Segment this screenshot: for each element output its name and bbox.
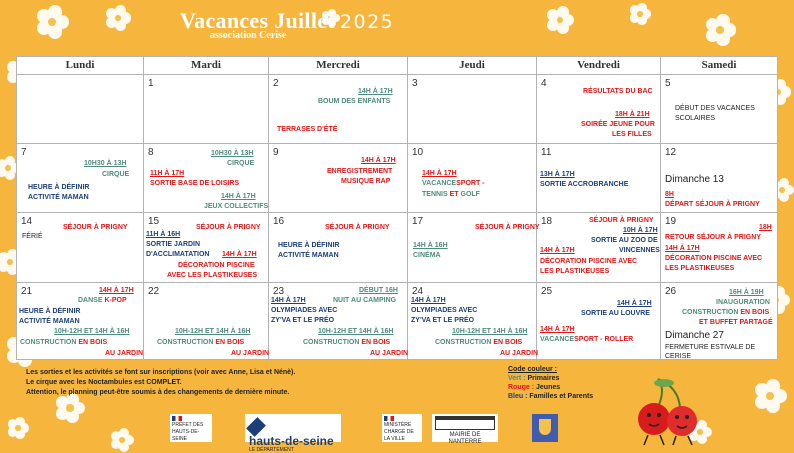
event-time: DÉBUT 16H [359, 287, 398, 294]
event-time: 10H-12H ET 14H À 16H [318, 328, 394, 335]
event-title: NUIT AU CAMPING [333, 297, 397, 304]
day-cell-26 [661, 283, 777, 361]
ministere-logo: MINISTÈRE CHARGÉ DE LA VILLE [382, 414, 422, 442]
event-title: FERMETURE ESTIVALE DE [665, 344, 756, 351]
day-number: 22 [148, 286, 160, 297]
day-number: 11 [541, 147, 552, 158]
event-title: CERISE [665, 353, 692, 360]
day-number: 2 [273, 78, 279, 89]
day-cell-22 [144, 283, 269, 361]
header-vendredi: Vendredi [537, 57, 661, 75]
event-title: MUSIQUE RAP [341, 178, 391, 185]
event-title: AU JARDIN [105, 350, 144, 357]
event-title: ET BUFFET PARTAGÉ [699, 319, 773, 326]
event-title: DÉPART SÉJOUR À PRIGNY [665, 201, 760, 208]
event-title: DÉCORATION PISCINE AVEC [665, 255, 763, 262]
event-time: HEURE À DÉFINIR [19, 308, 81, 315]
event-time: 16H À 19H [729, 289, 764, 296]
sunday-label: Dimanche 13 [665, 174, 724, 185]
day-number: 3 [412, 78, 418, 89]
event-title: VACANCESPORT - ROLLER [540, 336, 634, 343]
event-title: SOIRÉE JEUNE POUR [581, 121, 655, 128]
event-title: CONSTRUCTION EN BOIS [303, 339, 391, 346]
event-title: AU JARDIN [500, 350, 539, 357]
header-lundi: Lundi [17, 57, 144, 75]
event-time: 18H [759, 224, 772, 231]
hauts-de-seine-logo: hauts-de-seine LE DÉPARTEMENT [245, 414, 341, 442]
event-title: D'ACCLIMATATION [146, 251, 210, 258]
color-legend [508, 365, 593, 401]
day-number: 25 [541, 286, 553, 297]
event-title: FÉRIÉ [22, 233, 43, 240]
header-mercredi: Mercredi [269, 57, 408, 75]
day-cell-18 [537, 213, 661, 283]
event-title: TERRASES D'ÉTÉ [277, 126, 338, 133]
day-number: 17 [412, 216, 424, 227]
event-time: 11H À 17H [150, 170, 185, 177]
event-title: SORTIE BASE DE LOISIRS [150, 180, 240, 187]
event-time: 8H [665, 191, 674, 198]
day-cell-16 [269, 213, 408, 283]
day-cell-24 [408, 283, 537, 361]
day-cell-17 [408, 213, 540, 283]
cherry-mascot-icon [618, 375, 708, 447]
day-cell-4 [537, 75, 661, 144]
day-cell-12 [661, 144, 777, 213]
day-number: 15 [148, 216, 160, 227]
day-cell-14 [17, 213, 144, 283]
note-line: Le cirque avec les Noctambules est COMPLET. [26, 379, 182, 386]
event-title: LES PLASTIKEUSES [665, 265, 735, 272]
event-title: ENREGISTREMENT [327, 168, 393, 175]
event-title: JEUX COLLECTIFS [204, 203, 269, 210]
event-time: 10H-12H ET 14H À 16H [452, 328, 528, 335]
event-time: 10H À 17H [623, 227, 658, 234]
event-title: BOUM DES ENFANTS [318, 98, 391, 105]
header-mardi: Mardi [144, 57, 269, 75]
event-time: HEURE À DÉFINIR [28, 184, 90, 191]
event-time: 10H30 À 13H [211, 150, 254, 157]
event-title: SÉJOUR À PRIGNY [475, 224, 540, 231]
event-title: SÉJOUR À PRIGNY [325, 224, 390, 231]
event-time: 14H À 17H [221, 193, 256, 200]
day-cell-10 [408, 144, 537, 213]
event-title: SORTIE ACCROBRANCHE [540, 181, 629, 188]
notes [26, 368, 295, 398]
event-title: CONSTRUCTION EN BOIS [435, 339, 523, 346]
day-cell-19 [661, 213, 777, 283]
day-cell-11 [537, 144, 661, 213]
day-cell-5 [661, 75, 777, 144]
event-time: 11H À 16H [146, 231, 181, 238]
event-time: 10H-12H ET 14H À 16H [54, 328, 130, 335]
header-jeudi: Jeudi [408, 57, 537, 75]
event-title: ZY'VA ET LE PRÉO [271, 317, 335, 324]
event-title: RETOUR SÉJOUR À PRIGNY [665, 234, 761, 241]
event-time: 14H À 17H [222, 251, 257, 258]
event-title: ACTIVITÉ MAMAN [28, 194, 89, 201]
day-cell-empty [17, 75, 144, 144]
event-title: LES FILLES [612, 131, 652, 138]
day-cell-2 [269, 75, 408, 144]
event-time: 13H À 17H [540, 171, 575, 178]
day-cell-3 [408, 75, 537, 144]
event-title: TENNIS ET GOLF [422, 191, 480, 198]
event-time: 14H À 17H [361, 157, 396, 164]
sunday-label: Dimanche 27 [665, 330, 724, 341]
calendar-grid [16, 56, 778, 360]
event-title: AU JARDIN [370, 350, 409, 357]
event-time: 14H À 17H [665, 245, 700, 252]
event-title: CONSTRUCTION EN BOIS [682, 309, 770, 316]
day-cell-7 [17, 144, 144, 213]
event-time: 14H À 17H [99, 287, 134, 294]
event-title: SORTIE AU ZOO DE [591, 237, 658, 244]
legend-red: Rouge : Jeunes [508, 384, 561, 391]
event-title: VINCENNES [619, 247, 660, 254]
event-time: 14H À 17H [540, 326, 575, 333]
day-number: 24 [412, 286, 424, 297]
event-time: 14H À 17H [411, 297, 446, 304]
event-title: SORTIE AU LOUVRE [581, 310, 650, 317]
day-number: 1 [148, 78, 154, 89]
event-title: CONSTRUCTION EN BOIS [157, 339, 245, 346]
event-title: CINÉMA [413, 252, 441, 259]
day-number: 14 [21, 216, 33, 227]
header-samedi: Samedi [661, 57, 777, 75]
day-number: 16 [273, 216, 285, 227]
legend-blue: Bleu : Familles et Parents [508, 393, 594, 400]
event-title: LES PLASTIKEUSES [540, 268, 610, 275]
day-number: 5 [665, 78, 671, 89]
legend-green: Vert : Primaires [508, 375, 560, 382]
event-title: AVEC LES PLASTIKEUSES [167, 272, 258, 279]
event-title: ACTIVITÉ MAMAN [278, 252, 339, 259]
event-title: DÉCORATION PISCINE [178, 262, 255, 269]
event-time: 18H À 21H [615, 111, 650, 118]
association-name: association Cerise [210, 30, 287, 41]
prefet-logo: PRÉFET DES HAUTS-DE-SEINE [170, 414, 212, 442]
event-title: SCOLAIRES [675, 115, 716, 122]
day-number: 23 [273, 286, 285, 297]
day-cell-8 [144, 144, 269, 213]
event-title: DÉCORATION PISCINE AVEC [540, 258, 638, 265]
event-time: 14H À 17H [358, 88, 393, 95]
coat-of-arms-icon [532, 414, 558, 442]
day-cell-15 [144, 213, 269, 283]
year: 2025 [339, 11, 395, 33]
note-line: Attention, le planning peut-être soumis à des changements de dernière minute. [26, 389, 290, 396]
event-title: ACTIVITÉ MAMAN [19, 318, 80, 325]
note-line: Les sorties et les activités se font sur inscriptions (voir avec Anne, Lisa et Nénè). [26, 369, 296, 376]
event-title: SÉJOUR À PRIGNY [196, 224, 261, 231]
day-cell-9 [269, 144, 408, 213]
event-title: CIRQUE [102, 171, 130, 178]
title: Vacances Juillet 2025 [180, 8, 395, 33]
day-number: 12 [665, 147, 677, 158]
day-number: 4 [541, 78, 547, 89]
event-title: AU JARDIN [231, 350, 270, 357]
event-title: CONSTRUCTION EN BOIS [20, 339, 108, 346]
event-title: ZY'VA ET LE PRÉO [411, 317, 475, 324]
day-number: 9 [273, 147, 279, 158]
event-time: 14H À 17H [271, 297, 306, 304]
event-title: OLYMPIADES AVEC [411, 307, 478, 314]
event-title: SÉJOUR À PRIGNY [63, 224, 128, 231]
day-number: 7 [21, 147, 27, 158]
day-number: 26 [665, 286, 677, 297]
day-cell-1 [144, 75, 269, 144]
event-time: 14H À 17H [422, 170, 457, 177]
event-title: RÉSULTATS DU BAC [583, 88, 653, 95]
event-title: OLYMPIADES AVEC [271, 307, 338, 314]
day-cell-21 [17, 283, 144, 361]
event-time: 14H À 17H [540, 247, 575, 254]
day-number: 21 [21, 286, 33, 297]
day-number: 10 [412, 147, 424, 158]
day-cell-23 [269, 283, 408, 361]
legend-title: Code couleur : [508, 366, 558, 373]
mairie-logo: MAIRIE DE NANTERRE [432, 414, 498, 442]
event-title: SORTIE JARDIN [146, 241, 201, 248]
day-cell-25 [537, 283, 661, 361]
event-title: DÉBUT DES VACANCES [675, 105, 755, 112]
day-number: 8 [148, 147, 154, 158]
event-time: 10H-12H ET 14H À 16H [175, 328, 251, 335]
event-time: 14H À 16H [413, 242, 448, 249]
event-title: VACANCESPORT - [422, 180, 485, 187]
event-title: CIRQUE [227, 160, 255, 167]
event-time: 14H À 17H [617, 300, 652, 307]
event-title: SÉJOUR À PRIGNY [589, 217, 654, 224]
day-number: 19 [665, 216, 677, 227]
event-title: INAUGURATION [716, 299, 770, 306]
event-time: 10H30 À 13H [84, 160, 127, 167]
event-title: DANSE K-POP [78, 297, 127, 304]
event-time: HEURE À DÉFINIR [278, 242, 340, 249]
day-number: 18 [541, 216, 553, 227]
